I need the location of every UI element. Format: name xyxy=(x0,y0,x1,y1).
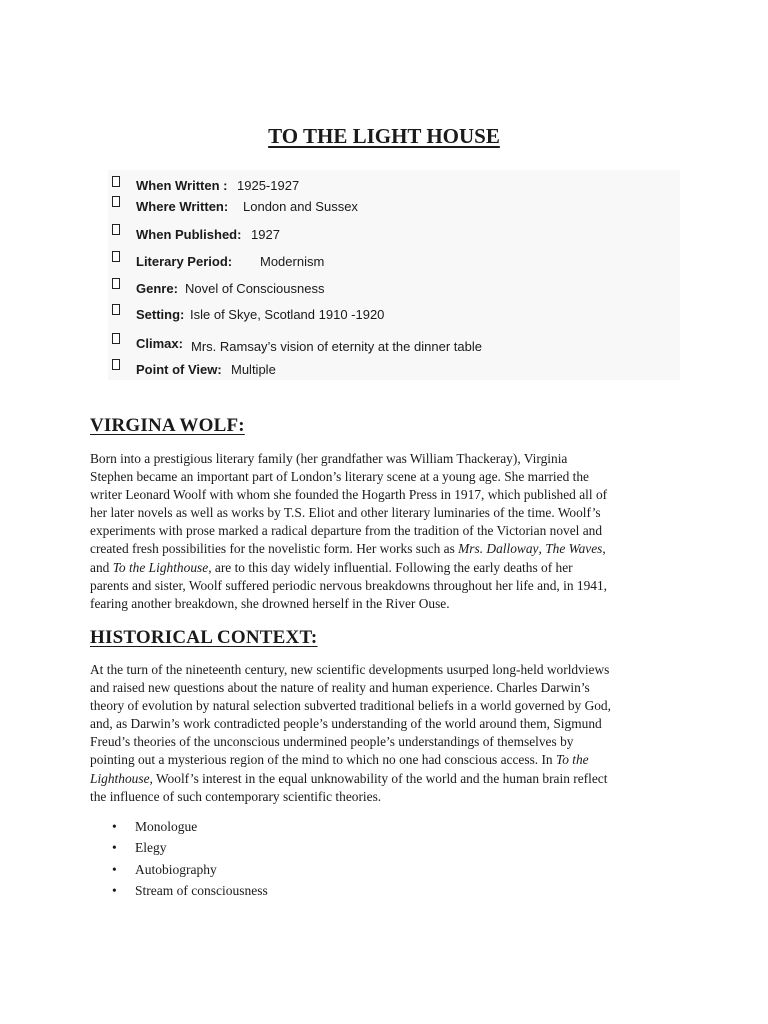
list-item-text: Elegy xyxy=(135,840,167,856)
text-span: , xyxy=(602,541,606,557)
bullet-marker: • xyxy=(112,840,117,856)
title-mrs-dalloway: Mrs. Dalloway xyxy=(458,541,539,557)
paragraph-line: her later novels as well as works by T.S. Eliot and other literary luminaries of the time. Woolf’s xyxy=(90,505,601,521)
info-value: Modernism xyxy=(260,254,325,269)
info-value: 1927 xyxy=(251,227,280,242)
info-key: Point of View: xyxy=(136,362,222,377)
info-key: Climax: xyxy=(136,336,183,351)
paragraph-line: theory of evolution by natural selection subverted traditional beliefs in a world governed by God, xyxy=(90,698,611,714)
info-key: Literary Period: xyxy=(136,254,233,269)
text-span: , are to this day widely influential. Following the early deaths of her xyxy=(208,559,573,575)
info-key: When Written : xyxy=(136,178,228,193)
box-bullet-icon xyxy=(112,224,120,235)
info-value: Multiple xyxy=(231,362,276,377)
title-to-the-lighthouse: To the Lighthouse xyxy=(112,559,209,575)
title-to-the: To the xyxy=(555,752,589,768)
title-the-waves: The Waves xyxy=(545,541,603,557)
text-span: and xyxy=(90,559,113,575)
context-paragraph xyxy=(90,661,678,806)
text-span: , xyxy=(538,541,546,557)
paragraph-line: experiments with prose marked a radical departure from the tradition of the Victorian novel and xyxy=(90,523,603,539)
bullet-marker: • xyxy=(112,861,117,877)
paragraph-line xyxy=(90,751,678,769)
paragraph-line: and, as Darwin’s work contradicted people’s understanding of the world around them, Sigmund xyxy=(90,716,602,732)
info-key: Where Written: xyxy=(136,199,229,214)
info-value: London and Sussex xyxy=(243,199,358,214)
box-bullet-icon xyxy=(112,359,120,370)
bullet-marker: • xyxy=(112,882,117,898)
paragraph-line xyxy=(90,770,678,788)
box-bullet-icon xyxy=(112,251,120,262)
bullet-marker: • xyxy=(112,819,117,834)
list-item-text: Monologue xyxy=(135,819,198,834)
bullet-list xyxy=(112,816,268,901)
box-bullet-icon xyxy=(112,278,120,289)
author-paragraph xyxy=(90,450,678,613)
box-bullet-icon xyxy=(112,196,120,207)
text-span: , Woolf’s interest in the equal unknowability of the world and the human brain reflect xyxy=(149,770,608,786)
info-value: Mrs. Ramsay’s vision of eternity at the dinner table xyxy=(191,339,482,354)
paragraph-line: fearing another breakdown, she drowned herself in the River Ouse. xyxy=(90,595,450,611)
info-value: Novel of Consciousness xyxy=(185,281,325,296)
paragraph-line: Freud’s theories of the unconscious undermined people’s understandings of themselves by xyxy=(90,734,574,750)
list-item xyxy=(112,880,268,901)
list-item xyxy=(112,816,268,837)
box-bullet-icon xyxy=(112,333,120,344)
paragraph-line: the influence of such contemporary scientific theories. xyxy=(90,788,382,804)
paragraph-line: parents and sister, Woolf suffered periodic nervous breakdowns throughout her life and, in 1941, xyxy=(90,577,608,593)
info-key: Genre: xyxy=(136,281,178,296)
info-key: When Published: xyxy=(136,227,242,242)
info-value: 1925-1927 xyxy=(237,178,300,193)
title-lighthouse: Lighthouse xyxy=(90,770,150,786)
paragraph-line: Born into a prestigious literary family (her grandfather was William Thackeray), Virginia xyxy=(90,451,568,466)
paragraph-line xyxy=(90,540,678,558)
text-span: created fresh possibilities for the novelistic form. Her works such as xyxy=(90,541,455,557)
list-item xyxy=(112,837,268,858)
paragraph-line: and raised new questions about the nature of reality and human experience. Charles Darwin’s xyxy=(90,680,590,696)
list-item-text: Stream of consciousness xyxy=(135,882,268,898)
document-title: TO THE LIGHT HOUSE xyxy=(268,124,500,148)
paragraph-line: At the turn of the nineteenth century, new scientific developments usurped long-held worldviews xyxy=(90,662,610,677)
box-bullet-icon xyxy=(112,176,120,187)
list-item-text: Autobiography xyxy=(135,861,217,877)
list-item xyxy=(112,859,268,880)
info-value: Isle of Skye, Scotland 1910 -1920 xyxy=(190,307,385,322)
paragraph-line xyxy=(90,559,678,577)
text-span: pointing out a mysterious region of the mind to which no one had conscious access. In xyxy=(90,752,556,768)
info-key: Setting: xyxy=(136,307,185,322)
author-heading: VIRGINA WOLF: xyxy=(90,415,245,436)
box-bullet-icon xyxy=(112,304,120,315)
context-heading: HISTORICAL CONTEXT: xyxy=(90,627,318,648)
paragraph-line: Stephen became an important part of London’s literary scene at a young age. She married the xyxy=(90,469,589,485)
paragraph-line: writer Leonard Woolf with whom she founded the Hogarth Press in 1917, which published all of xyxy=(90,487,608,503)
